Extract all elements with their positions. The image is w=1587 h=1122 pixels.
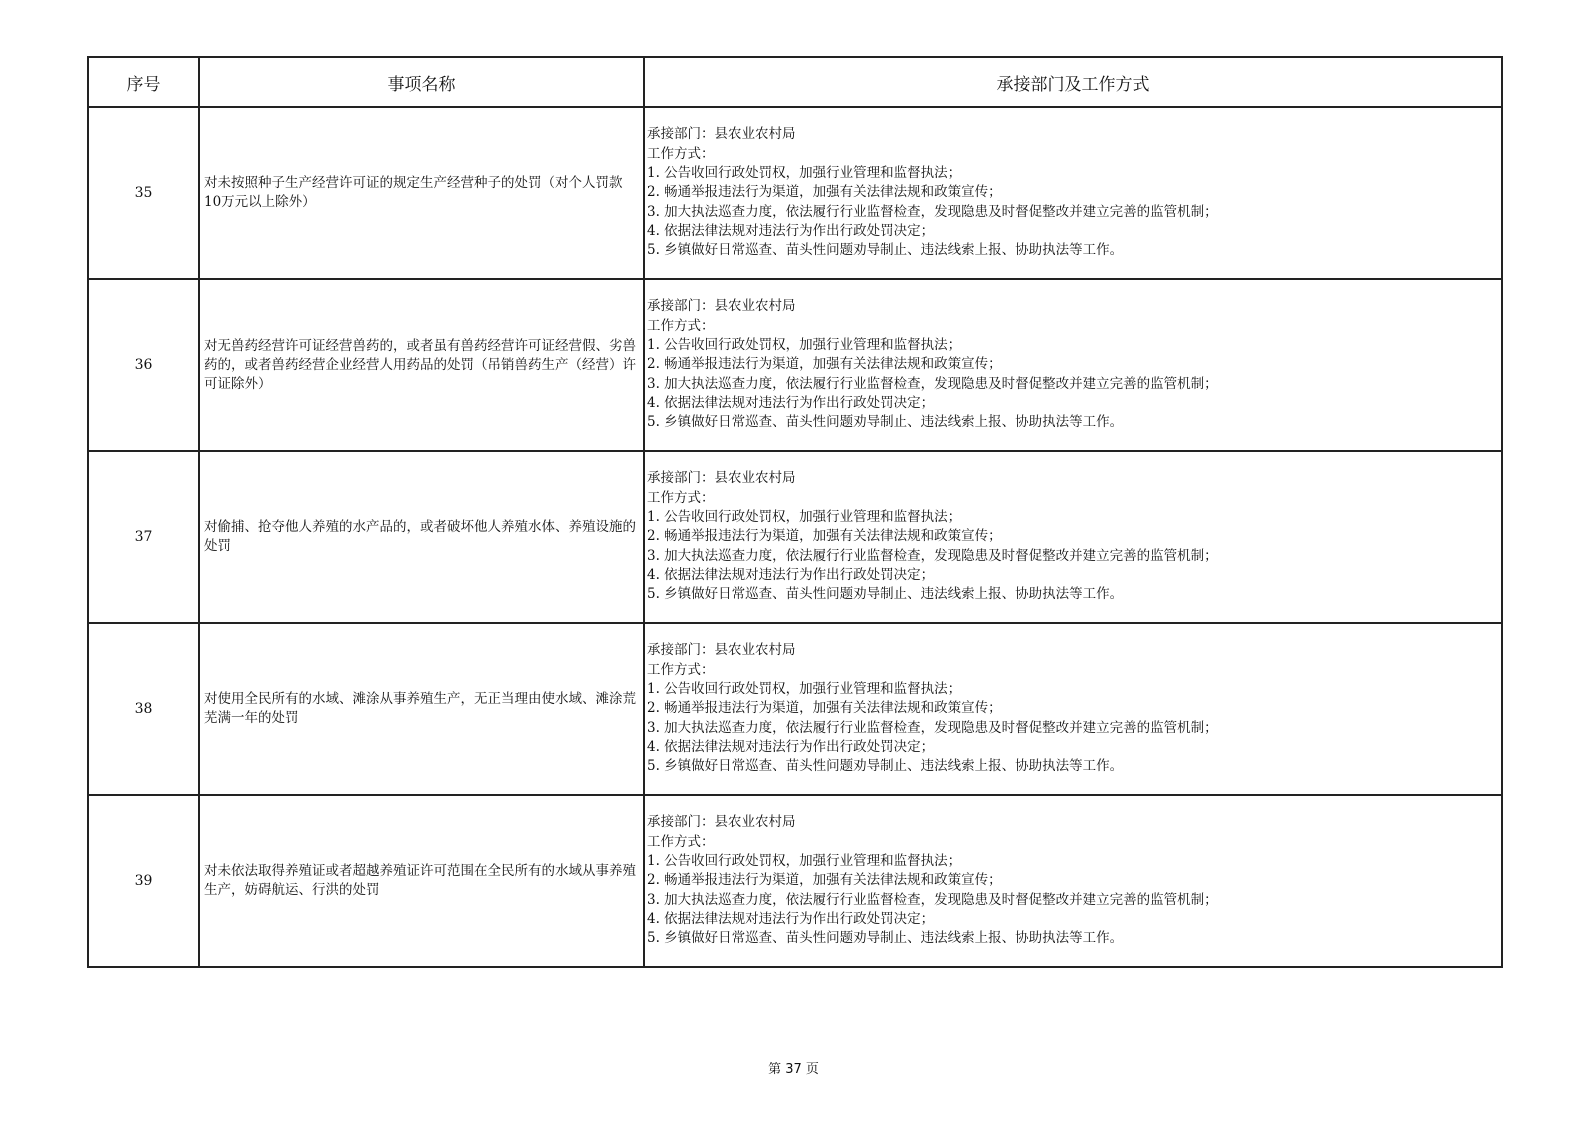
method-item-4: 4. 依据法律法规对违法行为作出行政处罚决定； <box>647 394 935 411</box>
method-item-1: 1. 公告收回行政处罚权，加强行业管理和监督执法； <box>647 681 962 698</box>
method-item-2: 2. 畅通举报违法行为渠道，加强有关法律法规和政策宣传； <box>647 528 1002 545</box>
method-item-1: 1. 公告收回行政处罚权，加强行业管理和监督执法； <box>647 853 962 870</box>
department-line: 承接部门：县农业农村局 <box>647 470 796 487</box>
method-item-2: 2. 畅通举报违法行为渠道，加强有关法律法规和政策宣传； <box>647 700 1002 717</box>
method-item-5: 5. 乡镇做好日常巡查、苗头性问题劝导制止、违法线索上报、协助执法等工作。 <box>647 242 1124 259</box>
serial-number-cell: 37 <box>88 451 199 623</box>
matter-name-cell: 对未按照种子生产经营许可证的规定生产经营种子的处罚（对个人罚款10万元以上除外） <box>199 107 644 279</box>
method-heading-line: 工作方式： <box>647 833 715 850</box>
table-row <box>88 107 1502 279</box>
table-row <box>88 451 1502 623</box>
method-heading-line: 工作方式： <box>647 661 715 678</box>
method-heading-line: 工作方式： <box>647 317 715 334</box>
department-method-cell <box>644 623 1502 795</box>
method-heading-line: 工作方式： <box>647 145 715 162</box>
matters-table <box>87 56 1503 968</box>
serial-number-cell: 36 <box>88 279 199 451</box>
method-item-5: 5. 乡镇做好日常巡查、苗头性问题劝导制止、违法线索上报、协助执法等工作。 <box>647 414 1124 431</box>
department-line: 承接部门：县农业农村局 <box>647 126 796 143</box>
header-serial-number: 序号 <box>88 57 199 107</box>
method-item-3: 3. 加大执法巡查力度，依法履行行业监督检查，发现隐患及时督促整改并建立完善的监管机制； <box>647 891 1218 908</box>
method-item-4: 4. 依据法律法规对违法行为作出行政处罚决定； <box>647 738 935 755</box>
matter-name-cell: 对偷捕、抢夺他人养殖的水产品的，或者破坏他人养殖水体、养殖设施的处罚 <box>199 451 644 623</box>
page-number: 第 37 页 <box>768 1062 819 1077</box>
department-method-cell <box>644 279 1502 451</box>
method-item-2: 2. 畅通举报违法行为渠道，加强有关法律法规和政策宣传； <box>647 184 1002 201</box>
header-matter-name: 事项名称 <box>199 57 644 107</box>
matter-name-cell: 对未依法取得养殖证或者超越养殖证许可范围在全民所有的水域从事养殖生产，妨碍航运、行洪的处罚 <box>199 795 644 967</box>
department-line: 承接部门：县农业农村局 <box>647 642 796 659</box>
method-item-1: 1. 公告收回行政处罚权，加强行业管理和监督执法； <box>647 509 962 526</box>
method-item-3: 3. 加大执法巡查力度，依法履行行业监督检查，发现隐患及时督促整改并建立完善的监管机制； <box>647 719 1218 736</box>
department-line: 承接部门：县农业农村局 <box>647 298 796 315</box>
table-row <box>88 279 1502 451</box>
method-item-4: 4. 依据法律法规对违法行为作出行政处罚决定； <box>647 222 935 239</box>
method-item-4: 4. 依据法律法规对违法行为作出行政处罚决定； <box>647 910 935 927</box>
serial-number-cell: 38 <box>88 623 199 795</box>
method-item-5: 5. 乡镇做好日常巡查、苗头性问题劝导制止、违法线索上报、协助执法等工作。 <box>647 930 1124 947</box>
table-header-row <box>88 57 1502 107</box>
method-item-3: 3. 加大执法巡查力度，依法履行行业监督检查，发现隐患及时督促整改并建立完善的监管机制； <box>647 375 1218 392</box>
table-row <box>88 623 1502 795</box>
serial-number-cell: 35 <box>88 107 199 279</box>
method-item-1: 1. 公告收回行政处罚权，加强行业管理和监督执法； <box>647 165 962 182</box>
method-item-2: 2. 畅通举报违法行为渠道，加强有关法律法规和政策宣传； <box>647 872 1002 889</box>
method-heading-line: 工作方式： <box>647 489 715 506</box>
method-item-3: 3. 加大执法巡查力度，依法履行行业监督检查，发现隐患及时督促整改并建立完善的监管机制； <box>647 547 1218 564</box>
method-item-5: 5. 乡镇做好日常巡查、苗头性问题劝导制止、违法线索上报、协助执法等工作。 <box>647 586 1124 603</box>
header-department-and-method: 承接部门及工作方式 <box>644 57 1502 107</box>
department-method-cell <box>644 795 1502 967</box>
method-item-2: 2. 畅通举报违法行为渠道，加强有关法律法规和政策宣传； <box>647 356 1002 373</box>
method-item-5: 5. 乡镇做好日常巡查、苗头性问题劝导制止、违法线索上报、协助执法等工作。 <box>647 758 1124 775</box>
table-row <box>88 795 1502 967</box>
department-method-cell <box>644 451 1502 623</box>
matter-name-cell: 对无兽药经营许可证经营兽药的，或者虽有兽药经营许可证经营假、劣兽药的，或者兽药经营企业经营人用药品的处罚（吊销兽药生产（经营）许可证除外） <box>199 279 644 451</box>
method-item-3: 3. 加大执法巡查力度，依法履行行业监督检查，发现隐患及时督促整改并建立完善的监管机制； <box>647 203 1218 220</box>
department-line: 承接部门：县农业农村局 <box>647 814 796 831</box>
serial-number-cell: 39 <box>88 795 199 967</box>
method-item-4: 4. 依据法律法规对违法行为作出行政处罚决定； <box>647 566 935 583</box>
matter-name-cell: 对使用全民所有的水域、滩涂从事养殖生产，无正当理由使水域、滩涂荒芜满一年的处罚 <box>199 623 644 795</box>
department-method-cell <box>644 107 1502 279</box>
method-item-1: 1. 公告收回行政处罚权，加强行业管理和监督执法； <box>647 337 962 354</box>
